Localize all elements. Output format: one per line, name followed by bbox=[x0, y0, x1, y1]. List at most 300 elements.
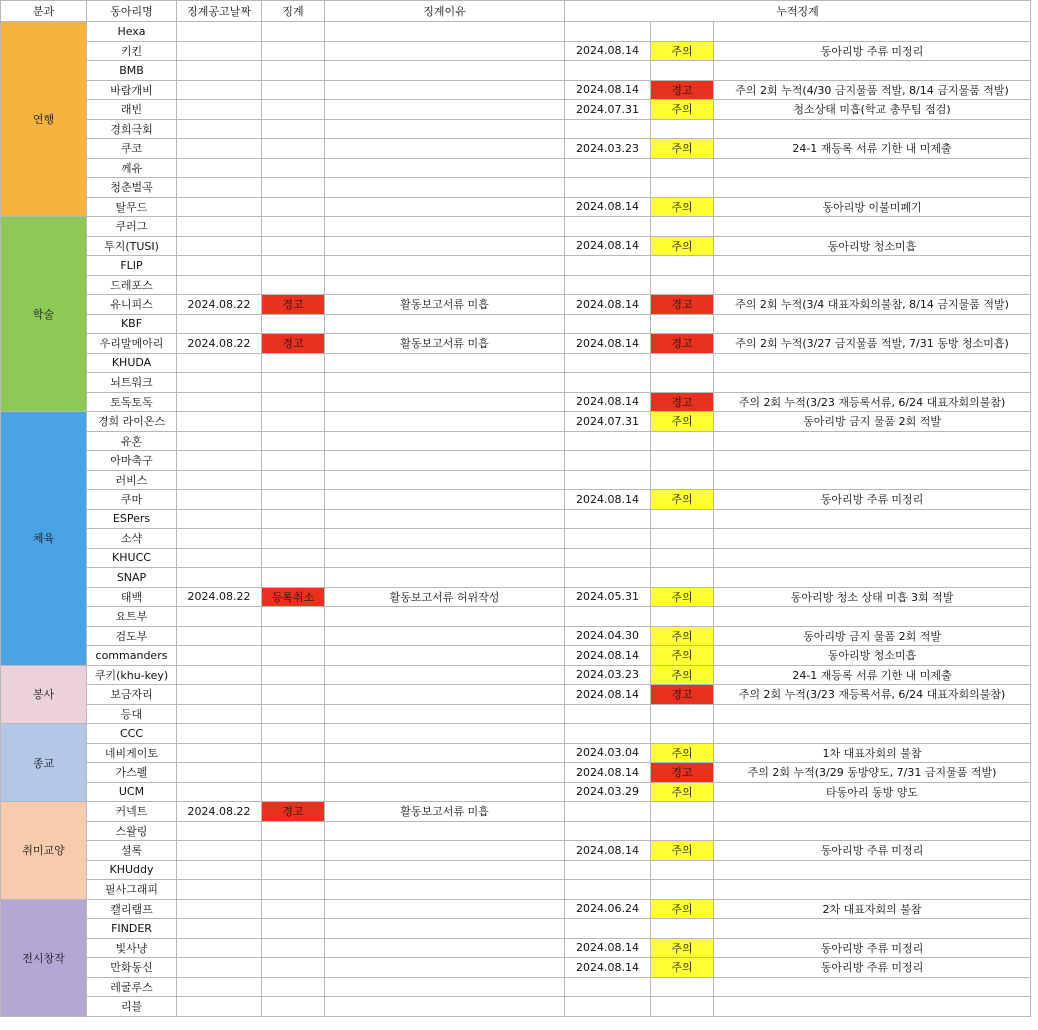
discipline-reason-cell[interactable] bbox=[325, 529, 565, 549]
discipline-cell[interactable] bbox=[262, 178, 325, 198]
category-cell[interactable]: 취미교양 bbox=[1, 802, 87, 900]
discipline-reason-cell[interactable] bbox=[325, 431, 565, 451]
discipline-cell[interactable] bbox=[262, 22, 325, 42]
announcement-date-cell[interactable]: 2024.08.22 bbox=[177, 802, 262, 822]
accumulated-date-cell[interactable] bbox=[565, 607, 651, 627]
discipline-reason-cell[interactable] bbox=[325, 470, 565, 490]
discipline-cell[interactable] bbox=[262, 880, 325, 900]
discipline-cell[interactable] bbox=[262, 470, 325, 490]
discipline-reason-cell[interactable] bbox=[325, 80, 565, 100]
accumulated-level-cell[interactable]: 경고 bbox=[651, 295, 714, 315]
club-name-cell[interactable]: SNAP bbox=[87, 568, 177, 588]
accumulated-date-cell[interactable]: 2024.08.14 bbox=[565, 841, 651, 861]
club-name-cell[interactable]: KHUddy bbox=[87, 860, 177, 880]
discipline-reason-cell[interactable] bbox=[325, 568, 565, 588]
announcement-date-cell[interactable] bbox=[177, 938, 262, 958]
accumulated-level-cell[interactable] bbox=[651, 977, 714, 997]
accumulated-level-cell[interactable] bbox=[651, 704, 714, 724]
accumulated-reason-cell[interactable]: 동아리방 주류 미정리 bbox=[714, 41, 1031, 61]
accumulated-date-cell[interactable] bbox=[565, 509, 651, 529]
club-name-cell[interactable]: 토독토독 bbox=[87, 392, 177, 412]
accumulated-reason-cell[interactable] bbox=[714, 997, 1031, 1017]
discipline-cell[interactable] bbox=[262, 41, 325, 61]
accumulated-reason-cell[interactable]: 1차 대표자회의 불참 bbox=[714, 743, 1031, 763]
accumulated-level-cell[interactable] bbox=[651, 314, 714, 334]
discipline-cell[interactable] bbox=[262, 509, 325, 529]
club-name-cell[interactable]: 래빈 bbox=[87, 100, 177, 120]
discipline-reason-cell[interactable] bbox=[325, 61, 565, 81]
club-name-cell[interactable]: 드레포스 bbox=[87, 275, 177, 295]
accumulated-reason-cell[interactable] bbox=[714, 373, 1031, 393]
discipline-reason-cell[interactable] bbox=[325, 275, 565, 295]
announcement-date-cell[interactable] bbox=[177, 646, 262, 666]
announcement-date-cell[interactable] bbox=[177, 100, 262, 120]
discipline-cell[interactable] bbox=[262, 821, 325, 841]
announcement-date-cell[interactable] bbox=[177, 41, 262, 61]
club-name-cell[interactable]: 요트부 bbox=[87, 607, 177, 627]
accumulated-date-cell[interactable] bbox=[565, 275, 651, 295]
accumulated-level-cell[interactable]: 주의 bbox=[651, 782, 714, 802]
discipline-cell[interactable] bbox=[262, 977, 325, 997]
accumulated-level-cell[interactable] bbox=[651, 158, 714, 178]
accumulated-date-cell[interactable]: 2024.08.14 bbox=[565, 392, 651, 412]
discipline-reason-cell[interactable] bbox=[325, 158, 565, 178]
accumulated-level-cell[interactable]: 경고 bbox=[651, 80, 714, 100]
discipline-reason-cell[interactable] bbox=[325, 958, 565, 978]
announcement-date-cell[interactable] bbox=[177, 392, 262, 412]
club-name-cell[interactable]: 소샥 bbox=[87, 529, 177, 549]
announcement-date-cell[interactable] bbox=[177, 626, 262, 646]
accumulated-date-cell[interactable] bbox=[565, 158, 651, 178]
announcement-date-cell[interactable] bbox=[177, 139, 262, 159]
announcement-date-cell[interactable] bbox=[177, 977, 262, 997]
accumulated-reason-cell[interactable] bbox=[714, 353, 1031, 373]
club-name-cell[interactable]: UCM bbox=[87, 782, 177, 802]
discipline-reason-cell[interactable] bbox=[325, 217, 565, 237]
accumulated-date-cell[interactable] bbox=[565, 451, 651, 471]
accumulated-level-cell[interactable]: 경고 bbox=[651, 685, 714, 705]
discipline-cell[interactable] bbox=[262, 314, 325, 334]
club-name-cell[interactable]: 유니피스 bbox=[87, 295, 177, 315]
discipline-reason-cell[interactable] bbox=[325, 743, 565, 763]
announcement-date-cell[interactable] bbox=[177, 704, 262, 724]
accumulated-reason-cell[interactable] bbox=[714, 919, 1031, 939]
discipline-reason-cell[interactable] bbox=[325, 451, 565, 471]
accumulated-level-cell[interactable]: 주의 bbox=[651, 841, 714, 861]
accumulated-date-cell[interactable]: 2024.08.14 bbox=[565, 685, 651, 705]
discipline-cell[interactable] bbox=[262, 938, 325, 958]
discipline-reason-cell[interactable] bbox=[325, 373, 565, 393]
accumulated-reason-cell[interactable]: 주의 2회 누적(3/23 재등록서류, 6/24 대표자회의불참) bbox=[714, 392, 1031, 412]
discipline-cell[interactable]: 경고 bbox=[262, 334, 325, 354]
accumulated-level-cell[interactable]: 주의 bbox=[651, 236, 714, 256]
discipline-cell[interactable] bbox=[262, 353, 325, 373]
discipline-cell[interactable] bbox=[262, 236, 325, 256]
announcement-date-cell[interactable] bbox=[177, 431, 262, 451]
category-cell[interactable]: 학술 bbox=[1, 217, 87, 412]
discipline-reason-cell[interactable] bbox=[325, 100, 565, 120]
accumulated-reason-cell[interactable] bbox=[714, 529, 1031, 549]
accumulated-reason-cell[interactable]: 동아리방 주류 미정리 bbox=[714, 958, 1031, 978]
discipline-cell[interactable] bbox=[262, 919, 325, 939]
discipline-reason-cell[interactable] bbox=[325, 880, 565, 900]
accumulated-date-cell[interactable] bbox=[565, 568, 651, 588]
accumulated-date-cell[interactable] bbox=[565, 314, 651, 334]
accumulated-level-cell[interactable]: 주의 bbox=[651, 197, 714, 217]
accumulated-date-cell[interactable]: 2024.08.14 bbox=[565, 646, 651, 666]
accumulated-level-cell[interactable] bbox=[651, 22, 714, 42]
category-cell[interactable]: 전시창작 bbox=[1, 899, 87, 1016]
announcement-date-cell[interactable] bbox=[177, 958, 262, 978]
club-name-cell[interactable]: 쿠마 bbox=[87, 490, 177, 510]
header-announcement-date[interactable]: 징계공고날짜 bbox=[177, 1, 262, 22]
discipline-cell[interactable] bbox=[262, 548, 325, 568]
accumulated-date-cell[interactable]: 2024.07.31 bbox=[565, 100, 651, 120]
accumulated-level-cell[interactable] bbox=[651, 997, 714, 1017]
announcement-date-cell[interactable] bbox=[177, 314, 262, 334]
accumulated-date-cell[interactable]: 2024.08.14 bbox=[565, 490, 651, 510]
accumulated-reason-cell[interactable]: 타동아리 동방 양도 bbox=[714, 782, 1031, 802]
discipline-cell[interactable] bbox=[262, 841, 325, 861]
accumulated-date-cell[interactable] bbox=[565, 724, 651, 744]
discipline-reason-cell[interactable] bbox=[325, 646, 565, 666]
announcement-date-cell[interactable] bbox=[177, 412, 262, 432]
discipline-reason-cell[interactable] bbox=[325, 314, 565, 334]
club-name-cell[interactable]: FLIP bbox=[87, 256, 177, 276]
accumulated-reason-cell[interactable] bbox=[714, 178, 1031, 198]
discipline-cell[interactable] bbox=[262, 275, 325, 295]
discipline-cell[interactable] bbox=[262, 373, 325, 393]
accumulated-date-cell[interactable]: 2024.06.24 bbox=[565, 899, 651, 919]
discipline-cell[interactable] bbox=[262, 958, 325, 978]
announcement-date-cell[interactable] bbox=[177, 841, 262, 861]
club-name-cell[interactable]: 스왈링 bbox=[87, 821, 177, 841]
accumulated-date-cell[interactable] bbox=[565, 704, 651, 724]
accumulated-date-cell[interactable] bbox=[565, 353, 651, 373]
club-name-cell[interactable]: 청춘벌곡 bbox=[87, 178, 177, 198]
accumulated-reason-cell[interactable] bbox=[714, 158, 1031, 178]
discipline-reason-cell[interactable] bbox=[325, 997, 565, 1017]
club-name-cell[interactable]: 쿠코 bbox=[87, 139, 177, 159]
discipline-cell[interactable]: 등록취소 bbox=[262, 587, 325, 607]
accumulated-level-cell[interactable] bbox=[651, 61, 714, 81]
accumulated-reason-cell[interactable] bbox=[714, 860, 1031, 880]
accumulated-date-cell[interactable] bbox=[565, 529, 651, 549]
accumulated-date-cell[interactable] bbox=[565, 22, 651, 42]
discipline-cell[interactable] bbox=[262, 997, 325, 1017]
accumulated-level-cell[interactable]: 주의 bbox=[651, 899, 714, 919]
discipline-reason-cell[interactable] bbox=[325, 607, 565, 627]
accumulated-date-cell[interactable] bbox=[565, 821, 651, 841]
discipline-cell[interactable] bbox=[262, 568, 325, 588]
accumulated-level-cell[interactable] bbox=[651, 802, 714, 822]
discipline-cell[interactable] bbox=[262, 724, 325, 744]
accumulated-date-cell[interactable]: 2024.07.31 bbox=[565, 412, 651, 432]
announcement-date-cell[interactable] bbox=[177, 470, 262, 490]
announcement-date-cell[interactable] bbox=[177, 158, 262, 178]
accumulated-reason-cell[interactable]: 주의 2회 누적(4/30 금지물품 적발, 8/14 금지물품 적발) bbox=[714, 80, 1031, 100]
announcement-date-cell[interactable] bbox=[177, 451, 262, 471]
accumulated-level-cell[interactable] bbox=[651, 431, 714, 451]
discipline-reason-cell[interactable] bbox=[325, 977, 565, 997]
accumulated-level-cell[interactable] bbox=[651, 119, 714, 139]
discipline-cell[interactable] bbox=[262, 80, 325, 100]
discipline-reason-cell[interactable] bbox=[325, 860, 565, 880]
discipline-cell[interactable] bbox=[262, 451, 325, 471]
club-name-cell[interactable]: 셜록 bbox=[87, 841, 177, 861]
accumulated-reason-cell[interactable]: 동아리방 주류 미정리 bbox=[714, 841, 1031, 861]
accumulated-level-cell[interactable]: 주의 bbox=[651, 139, 714, 159]
accumulated-level-cell[interactable]: 주의 bbox=[651, 587, 714, 607]
discipline-reason-cell[interactable] bbox=[325, 782, 565, 802]
accumulated-date-cell[interactable]: 2024.08.14 bbox=[565, 938, 651, 958]
accumulated-level-cell[interactable]: 경고 bbox=[651, 763, 714, 783]
accumulated-reason-cell[interactable] bbox=[714, 802, 1031, 822]
accumulated-reason-cell[interactable]: 동아리방 금지 물품 2회 적발 bbox=[714, 412, 1031, 432]
club-name-cell[interactable]: 께유 bbox=[87, 158, 177, 178]
accumulated-date-cell[interactable] bbox=[565, 217, 651, 237]
announcement-date-cell[interactable] bbox=[177, 607, 262, 627]
accumulated-level-cell[interactable] bbox=[651, 548, 714, 568]
club-name-cell[interactable]: KBF bbox=[87, 314, 177, 334]
header-category[interactable]: 분과 bbox=[1, 1, 87, 22]
discipline-cell[interactable] bbox=[262, 782, 325, 802]
club-name-cell[interactable]: 커넥트 bbox=[87, 802, 177, 822]
club-name-cell[interactable]: 등대 bbox=[87, 704, 177, 724]
club-name-cell[interactable]: 경희극회 bbox=[87, 119, 177, 139]
accumulated-reason-cell[interactable] bbox=[714, 451, 1031, 471]
accumulated-date-cell[interactable]: 2024.04.30 bbox=[565, 626, 651, 646]
club-name-cell[interactable]: 검도부 bbox=[87, 626, 177, 646]
accumulated-reason-cell[interactable]: 주의 2회 누적(3/23 재등록서류, 6/24 대표자회의불참) bbox=[714, 685, 1031, 705]
announcement-date-cell[interactable] bbox=[177, 548, 262, 568]
club-name-cell[interactable]: 뇌트워크 bbox=[87, 373, 177, 393]
accumulated-level-cell[interactable]: 경고 bbox=[651, 392, 714, 412]
accumulated-date-cell[interactable]: 2024.03.04 bbox=[565, 743, 651, 763]
club-name-cell[interactable]: BMB bbox=[87, 61, 177, 81]
accumulated-level-cell[interactable] bbox=[651, 451, 714, 471]
accumulated-level-cell[interactable]: 주의 bbox=[651, 646, 714, 666]
accumulated-date-cell[interactable]: 2024.08.14 bbox=[565, 197, 651, 217]
discipline-reason-cell[interactable] bbox=[325, 490, 565, 510]
accumulated-date-cell[interactable]: 2024.08.14 bbox=[565, 763, 651, 783]
header-accumulated-discipline[interactable]: 누적징계 bbox=[565, 1, 1031, 22]
announcement-date-cell[interactable]: 2024.08.22 bbox=[177, 295, 262, 315]
accumulated-reason-cell[interactable]: 24-1 재등록 서류 기한 내 미제출 bbox=[714, 665, 1031, 685]
announcement-date-cell[interactable] bbox=[177, 665, 262, 685]
accumulated-date-cell[interactable] bbox=[565, 860, 651, 880]
accumulated-reason-cell[interactable] bbox=[714, 119, 1031, 139]
accumulated-date-cell[interactable]: 2024.08.14 bbox=[565, 80, 651, 100]
club-name-cell[interactable]: 탈무드 bbox=[87, 197, 177, 217]
club-name-cell[interactable]: 가스펠 bbox=[87, 763, 177, 783]
accumulated-date-cell[interactable] bbox=[565, 919, 651, 939]
accumulated-level-cell[interactable]: 주의 bbox=[651, 958, 714, 978]
accumulated-date-cell[interactable] bbox=[565, 997, 651, 1017]
accumulated-reason-cell[interactable] bbox=[714, 704, 1031, 724]
discipline-cell[interactable] bbox=[262, 100, 325, 120]
accumulated-level-cell[interactable]: 주의 bbox=[651, 412, 714, 432]
accumulated-reason-cell[interactable] bbox=[714, 314, 1031, 334]
category-cell[interactable]: 연행 bbox=[1, 22, 87, 217]
club-name-cell[interactable]: FINDER bbox=[87, 919, 177, 939]
accumulated-date-cell[interactable]: 2024.03.23 bbox=[565, 665, 651, 685]
accumulated-level-cell[interactable] bbox=[651, 919, 714, 939]
club-name-cell[interactable]: 캘리램프 bbox=[87, 899, 177, 919]
announcement-date-cell[interactable] bbox=[177, 80, 262, 100]
club-name-cell[interactable]: ESPers bbox=[87, 509, 177, 529]
discipline-cell[interactable] bbox=[262, 392, 325, 412]
accumulated-level-cell[interactable] bbox=[651, 373, 714, 393]
discipline-cell[interactable] bbox=[262, 158, 325, 178]
accumulated-date-cell[interactable]: 2024.08.14 bbox=[565, 236, 651, 256]
announcement-date-cell[interactable] bbox=[177, 880, 262, 900]
discipline-reason-cell[interactable] bbox=[325, 704, 565, 724]
club-name-cell[interactable]: commanders bbox=[87, 646, 177, 666]
category-cell[interactable]: 봉사 bbox=[1, 665, 87, 724]
club-name-cell[interactable]: 빛사냥 bbox=[87, 938, 177, 958]
accumulated-reason-cell[interactable] bbox=[714, 275, 1031, 295]
accumulated-level-cell[interactable]: 주의 bbox=[651, 626, 714, 646]
club-name-cell[interactable]: 투지(TUSI) bbox=[87, 236, 177, 256]
discipline-reason-cell[interactable] bbox=[325, 256, 565, 276]
accumulated-date-cell[interactable] bbox=[565, 470, 651, 490]
accumulated-level-cell[interactable] bbox=[651, 724, 714, 744]
discipline-cell[interactable] bbox=[262, 860, 325, 880]
accumulated-reason-cell[interactable] bbox=[714, 607, 1031, 627]
header-discipline-reason[interactable]: 징계이유 bbox=[325, 1, 565, 22]
accumulated-level-cell[interactable]: 주의 bbox=[651, 100, 714, 120]
discipline-reason-cell[interactable]: 활동보고서류 미흡 bbox=[325, 802, 565, 822]
accumulated-level-cell[interactable] bbox=[651, 529, 714, 549]
discipline-reason-cell[interactable] bbox=[325, 412, 565, 432]
announcement-date-cell[interactable] bbox=[177, 919, 262, 939]
accumulated-level-cell[interactable]: 경고 bbox=[651, 334, 714, 354]
accumulated-date-cell[interactable] bbox=[565, 256, 651, 276]
club-name-cell[interactable]: 키킨 bbox=[87, 41, 177, 61]
club-name-cell[interactable]: CCC bbox=[87, 724, 177, 744]
accumulated-reason-cell[interactable]: 동아리방 주류 미정리 bbox=[714, 490, 1031, 510]
club-name-cell[interactable]: Hexa bbox=[87, 22, 177, 42]
header-club-name[interactable]: 동아리명 bbox=[87, 1, 177, 22]
accumulated-reason-cell[interactable] bbox=[714, 431, 1031, 451]
discipline-cell[interactable] bbox=[262, 119, 325, 139]
accumulated-date-cell[interactable]: 2024.08.14 bbox=[565, 334, 651, 354]
accumulated-reason-cell[interactable]: 동아리방 이불미폐기 bbox=[714, 197, 1031, 217]
accumulated-reason-cell[interactable]: 2차 대표자회의 불참 bbox=[714, 899, 1031, 919]
announcement-date-cell[interactable] bbox=[177, 256, 262, 276]
accumulated-level-cell[interactable] bbox=[651, 568, 714, 588]
accumulated-level-cell[interactable] bbox=[651, 470, 714, 490]
accumulated-level-cell[interactable] bbox=[651, 217, 714, 237]
club-name-cell[interactable]: 태백 bbox=[87, 587, 177, 607]
accumulated-reason-cell[interactable] bbox=[714, 470, 1031, 490]
club-name-cell[interactable]: 레굴루스 bbox=[87, 977, 177, 997]
discipline-cell[interactable] bbox=[262, 899, 325, 919]
club-name-cell[interactable]: 필사그래피 bbox=[87, 880, 177, 900]
announcement-date-cell[interactable] bbox=[177, 217, 262, 237]
accumulated-level-cell[interactable] bbox=[651, 607, 714, 627]
announcement-date-cell[interactable] bbox=[177, 529, 262, 549]
accumulated-date-cell[interactable] bbox=[565, 119, 651, 139]
discipline-cell[interactable] bbox=[262, 704, 325, 724]
discipline-reason-cell[interactable] bbox=[325, 41, 565, 61]
announcement-date-cell[interactable] bbox=[177, 275, 262, 295]
announcement-date-cell[interactable] bbox=[177, 763, 262, 783]
discipline-cell[interactable] bbox=[262, 743, 325, 763]
discipline-cell[interactable] bbox=[262, 197, 325, 217]
discipline-reason-cell[interactable] bbox=[325, 178, 565, 198]
announcement-date-cell[interactable] bbox=[177, 899, 262, 919]
accumulated-reason-cell[interactable] bbox=[714, 217, 1031, 237]
accumulated-reason-cell[interactable] bbox=[714, 977, 1031, 997]
category-cell[interactable]: 체육 bbox=[1, 412, 87, 666]
accumulated-reason-cell[interactable]: 주의 2회 누적(3/27 금지물품 적발, 7/31 동방 청소미흡) bbox=[714, 334, 1031, 354]
discipline-cell[interactable] bbox=[262, 665, 325, 685]
announcement-date-cell[interactable]: 2024.08.22 bbox=[177, 587, 262, 607]
announcement-date-cell[interactable] bbox=[177, 860, 262, 880]
discipline-cell[interactable] bbox=[262, 256, 325, 276]
discipline-cell[interactable]: 경고 bbox=[262, 295, 325, 315]
accumulated-reason-cell[interactable] bbox=[714, 821, 1031, 841]
club-name-cell[interactable]: 아마축구 bbox=[87, 451, 177, 471]
accumulated-reason-cell[interactable]: 동아리방 주류 미정리 bbox=[714, 938, 1031, 958]
discipline-cell[interactable] bbox=[262, 646, 325, 666]
discipline-reason-cell[interactable] bbox=[325, 353, 565, 373]
accumulated-reason-cell[interactable] bbox=[714, 61, 1031, 81]
club-name-cell[interactable]: 바람개비 bbox=[87, 80, 177, 100]
discipline-reason-cell[interactable] bbox=[325, 139, 565, 159]
accumulated-level-cell[interactable] bbox=[651, 860, 714, 880]
discipline-cell[interactable] bbox=[262, 607, 325, 627]
discipline-cell[interactable] bbox=[262, 763, 325, 783]
accumulated-date-cell[interactable] bbox=[565, 802, 651, 822]
announcement-date-cell[interactable] bbox=[177, 685, 262, 705]
discipline-reason-cell[interactable]: 활동보고서류 미흡 bbox=[325, 295, 565, 315]
accumulated-reason-cell[interactable] bbox=[714, 724, 1031, 744]
discipline-cell[interactable] bbox=[262, 61, 325, 81]
club-name-cell[interactable]: KHUCC bbox=[87, 548, 177, 568]
announcement-date-cell[interactable]: 2024.08.22 bbox=[177, 334, 262, 354]
accumulated-reason-cell[interactable] bbox=[714, 256, 1031, 276]
accumulated-reason-cell[interactable]: 주의 2회 누적(3/29 동방양도, 7/31 금지물품 적발) bbox=[714, 763, 1031, 783]
discipline-reason-cell[interactable] bbox=[325, 821, 565, 841]
accumulated-level-cell[interactable] bbox=[651, 178, 714, 198]
club-name-cell[interactable]: 네비게이토 bbox=[87, 743, 177, 763]
discipline-reason-cell[interactable] bbox=[325, 626, 565, 646]
discipline-cell[interactable] bbox=[262, 139, 325, 159]
club-name-cell[interactable]: 경희 라이온스 bbox=[87, 412, 177, 432]
accumulated-reason-cell[interactable]: 주의 2회 누적(3/4 대표자회의불참, 8/14 금지물품 적발) bbox=[714, 295, 1031, 315]
discipline-cell[interactable] bbox=[262, 412, 325, 432]
discipline-reason-cell[interactable] bbox=[325, 22, 565, 42]
discipline-cell[interactable] bbox=[262, 685, 325, 705]
club-name-cell[interactable]: 만화동신 bbox=[87, 958, 177, 978]
announcement-date-cell[interactable] bbox=[177, 353, 262, 373]
discipline-reason-cell[interactable] bbox=[325, 665, 565, 685]
accumulated-date-cell[interactable]: 2024.08.14 bbox=[565, 958, 651, 978]
accumulated-date-cell[interactable] bbox=[565, 178, 651, 198]
discipline-cell[interactable] bbox=[262, 431, 325, 451]
accumulated-date-cell[interactable] bbox=[565, 373, 651, 393]
accumulated-date-cell[interactable] bbox=[565, 548, 651, 568]
discipline-reason-cell[interactable]: 활동보고서류 허위작성 bbox=[325, 587, 565, 607]
discipline-reason-cell[interactable] bbox=[325, 919, 565, 939]
accumulated-reason-cell[interactable]: 청소상태 미흡(학교 총무팀 점검) bbox=[714, 100, 1031, 120]
accumulated-reason-cell[interactable]: 24-1 재등록 서류 기한 내 미제출 bbox=[714, 139, 1031, 159]
announcement-date-cell[interactable] bbox=[177, 373, 262, 393]
accumulated-date-cell[interactable]: 2024.08.14 bbox=[565, 41, 651, 61]
